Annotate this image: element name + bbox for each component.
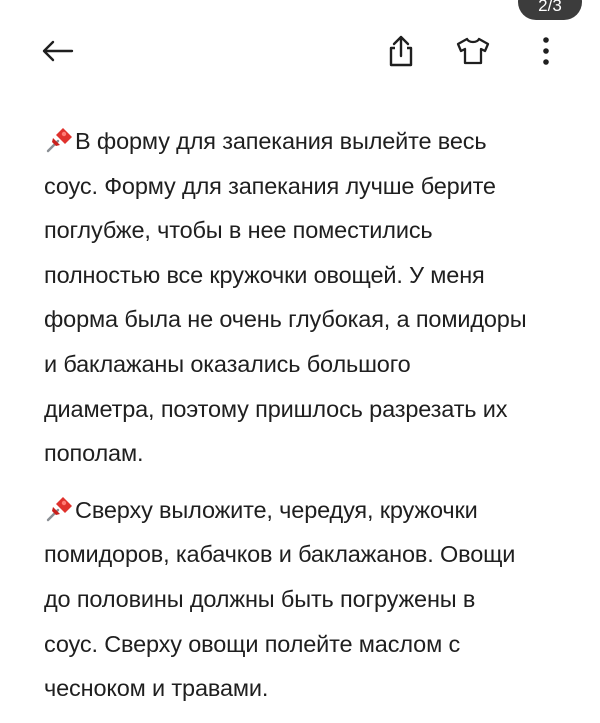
paragraph-1-line-3: поглубже, чтобы в нее поместились — [44, 217, 433, 244]
more-options-button[interactable] — [524, 24, 568, 78]
paragraph-1-line-5: форма была не очень глубокая, а помидоры — [44, 306, 527, 333]
paragraph-1-line-6: и баклажаны оказались большого — [44, 350, 411, 377]
more-vertical-icon — [541, 36, 551, 66]
paragraph-2 — [44, 488, 576, 711]
back-button[interactable] — [30, 24, 84, 78]
paragraph-2-line-5: чесноком и травами. — [44, 675, 269, 702]
share-icon — [386, 34, 416, 68]
paragraph-1-line-4: полностью все кружочки овощей. У меня — [44, 261, 485, 288]
paragraph-1 — [44, 119, 576, 476]
paragraph-1-line-1: В форму для запекания вылейте весь — [75, 128, 487, 154]
paragraph-2-line-1: Сверху выложите, чередуя, кружочки — [75, 496, 478, 523]
text-line — [44, 488, 576, 533]
paragraph-1-line-8: пополам. — [44, 440, 144, 467]
arrow-left-icon — [40, 39, 74, 63]
post-content — [44, 119, 576, 723]
shirt-icon — [455, 36, 491, 66]
pushpin-icon — [44, 126, 75, 154]
top-toolbar — [0, 24, 600, 78]
text-line — [44, 119, 576, 164]
paragraph-2-line-3: до половины должны быть погружены в — [44, 585, 476, 612]
paragraph-1-line-2: соус. Форму для запекания лучше берите — [44, 172, 496, 199]
paragraph-1-line-7: диаметра, поэтому пришлось разрезать их — [44, 395, 508, 422]
paragraph-2-line-2: помидоров, кабачков и баклажанов. Овощи — [44, 541, 516, 568]
paragraph-2-line-4: соус. Сверху овощи полейте маслом с — [44, 630, 461, 657]
pushpin-icon — [44, 495, 75, 523]
shirt-button[interactable] — [446, 24, 500, 78]
page-counter-badge — [518, 0, 582, 20]
page-counter-text: 2/3 — [538, 0, 562, 15]
share-button[interactable] — [376, 24, 426, 78]
